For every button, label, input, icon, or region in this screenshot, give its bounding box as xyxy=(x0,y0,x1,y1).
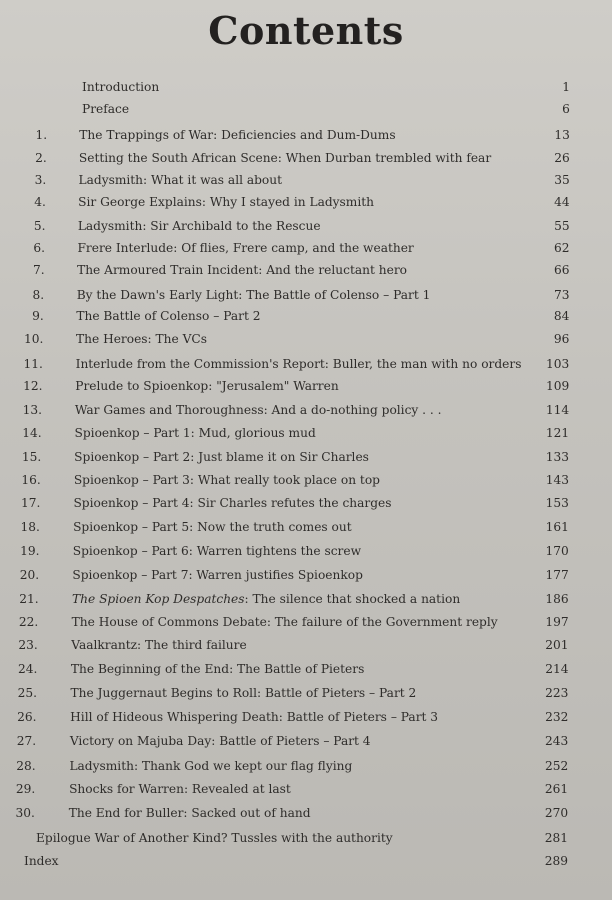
toc-entry-number: 7. xyxy=(32,263,45,277)
toc-entry-title: Index xyxy=(24,854,59,868)
toc-entry xyxy=(0,306,612,326)
toc-entry-page: 170 xyxy=(545,544,569,558)
toc-entry xyxy=(0,779,612,799)
toc-entry-title: Preface xyxy=(82,102,130,116)
toc-entry-title: The House of Commons Debate: The failure of the Government reply xyxy=(71,615,498,629)
toc-entry xyxy=(0,803,612,823)
toc-entry-page: 109 xyxy=(545,379,570,393)
toc-entry-page: 103 xyxy=(546,357,570,371)
toc-entry-page: 44 xyxy=(554,195,570,209)
toc-entry-title: Sir George Explains: Why I stayed in Ladysmith xyxy=(78,195,374,209)
toc-entry-page: 96 xyxy=(553,332,570,346)
toc-entry-number: 3. xyxy=(34,173,47,187)
toc-entry-page: 281 xyxy=(544,831,569,845)
toc-entry-title: By the Dawn's Early Light: The Battle of Colenso – Part 1 xyxy=(76,288,431,302)
toc-entry-page: 13 xyxy=(554,128,570,142)
toc-entry-page: 6 xyxy=(562,102,570,116)
toc-entry-number: 10. xyxy=(23,332,44,346)
toc-entry-number: 28. xyxy=(16,759,36,773)
toc-entry-page: 261 xyxy=(544,782,569,796)
toc-entry-page: 186 xyxy=(545,592,569,606)
toc-entry-title: Frere Interlude: Of flies, Frere camp, and the weather xyxy=(77,241,414,255)
toc-entry xyxy=(0,192,612,212)
toc-entry xyxy=(0,517,612,537)
toc-entry xyxy=(0,148,612,168)
toc-entry xyxy=(0,447,612,467)
toc-entry-page: 289 xyxy=(544,854,568,868)
toc-entry-title: The Juggernaut Begins to Roll: Battle of Pieters – Part 2 xyxy=(70,686,417,700)
toc-entry-title: The Battle of Colenso – Part 2 xyxy=(76,309,261,323)
toc-entry-page: 62 xyxy=(554,241,570,255)
toc-entry xyxy=(0,659,612,679)
toc-entry-page: 232 xyxy=(545,710,569,724)
toc-entry-number: 29. xyxy=(15,782,36,796)
toc-entry xyxy=(0,828,612,848)
toc-entry-page: 243 xyxy=(545,734,569,748)
toc-entry-title: Hill of Hideous Whispering Death: Battle of Pieters – Part 3 xyxy=(70,710,439,724)
toc-entry xyxy=(0,400,612,420)
page-title: Contents xyxy=(208,8,404,53)
toc-entry-number: 16. xyxy=(21,473,41,487)
toc-entry-title: Spioenkop – Part 7: Warren justifies Spioenkop xyxy=(72,568,363,582)
toc-entry xyxy=(0,851,612,871)
toc-entry-title: Setting the South African Scene: When Durban trembled with fear xyxy=(78,151,492,165)
toc-entry xyxy=(0,493,612,513)
toc-entry-number: 9. xyxy=(32,309,44,323)
toc-entry-page: 214 xyxy=(545,662,569,676)
toc-entry-number: 17. xyxy=(20,496,41,510)
toc-entry-number: 19. xyxy=(20,544,40,558)
toc-entry-number: 22. xyxy=(18,615,39,629)
toc-entry-title: Interlude from the Commission's Report: Buller, the man with no orders xyxy=(75,357,522,371)
toc-entry-title xyxy=(72,589,460,609)
toc-entry-number: 21. xyxy=(19,592,39,606)
toc-entry xyxy=(0,635,612,655)
toc-entry-number: 20. xyxy=(19,568,40,582)
toc-entry-page: 84 xyxy=(553,309,570,323)
toc-entry xyxy=(0,541,612,561)
toc-entry-page: 177 xyxy=(545,568,569,582)
toc-entry xyxy=(0,125,612,145)
toc-entry-title: Spioenkop – Part 5: Now the truth comes out xyxy=(73,520,352,534)
toc-entry-number: 11. xyxy=(23,357,43,371)
toc-entry-title: Ladysmith: Thank God we kept our flag flying xyxy=(69,759,353,773)
toc-entry-title: Prelude to Spioenkop: "Jerusalem" Warren xyxy=(75,379,339,393)
toc-entry-page: 143 xyxy=(545,473,569,487)
toc-entry-page: 26 xyxy=(554,151,570,165)
toc-entry xyxy=(0,423,612,443)
toc-entry-title: Shocks for Warren: Revealed at last xyxy=(69,782,291,796)
toc-entry xyxy=(0,707,612,727)
toc-entry xyxy=(0,565,612,585)
toc-entry xyxy=(0,285,612,305)
toc-entry-number: 1. xyxy=(35,128,48,142)
toc-entry-number: 5. xyxy=(33,219,46,233)
toc-entry-title: Ladysmith: Sir Archibald to the Rescue xyxy=(77,219,321,233)
toc-entry-number: 4. xyxy=(34,195,46,209)
toc-entry-page: 197 xyxy=(545,615,569,629)
toc-entry xyxy=(0,731,612,751)
toc-entry-title: The Heroes: The VCs xyxy=(76,332,207,346)
toc-entry xyxy=(0,238,612,258)
toc-entry xyxy=(0,354,612,374)
toc-entry-title: War Games and Thoroughness: And a do-nothing policy . . . xyxy=(74,403,442,417)
toc-entry-title: Ladysmith: What it was all about xyxy=(78,173,283,187)
toc-entry-page: 1 xyxy=(562,80,570,94)
toc-entry-page: 161 xyxy=(545,520,569,534)
toc-entry xyxy=(0,470,612,490)
toc-entry xyxy=(0,77,612,97)
toc-entry-page: 66 xyxy=(553,263,570,277)
toc-entry-number: 26. xyxy=(17,710,37,724)
toc-entry-title-italic: The Spioen Kop Despatches xyxy=(72,592,245,606)
toc-entry-title: Spioenkop – Part 3: What really took place on top xyxy=(73,473,380,487)
toc-entry xyxy=(0,260,612,280)
toc-entry-title: Introduction xyxy=(82,80,160,94)
toc-entry-page: 201 xyxy=(545,638,569,652)
toc-entry-number: 30. xyxy=(15,806,35,820)
toc-entry-page: 252 xyxy=(544,759,569,773)
toc-entry-number: 18. xyxy=(20,520,40,534)
toc-entry-page: 55 xyxy=(554,219,570,233)
toc-entry-number: 27. xyxy=(16,734,37,748)
toc-entry-page: 73 xyxy=(553,288,570,302)
toc-entry xyxy=(0,683,612,703)
toc-entry-page: 270 xyxy=(544,806,569,820)
toc-entry-page: 133 xyxy=(545,450,570,464)
toc-entry-page: 121 xyxy=(545,426,570,440)
toc-entry-title: The Trappings of War: Deficiencies and Dum-Dums xyxy=(79,128,396,142)
toc-entry-title: The End for Buller: Sacked out of hand xyxy=(68,806,311,820)
toc-entry xyxy=(0,99,612,119)
toc-entry xyxy=(0,376,612,396)
toc-entry xyxy=(0,329,612,349)
toc-entry-page: 153 xyxy=(545,496,569,510)
toc-entry-title: Epilogue War of Another Kind? Tussles with the authority xyxy=(36,831,393,845)
toc-entry xyxy=(0,216,612,236)
toc-entry-page: 223 xyxy=(545,686,569,700)
toc-entry xyxy=(0,756,612,776)
toc-entry-title: Spioenkop – Part 2: Just blame it on Sir Charles xyxy=(74,450,369,464)
toc-entry-title: The Beginning of the End: The Battle of Pieters xyxy=(70,662,365,676)
toc-entry-number: 6. xyxy=(33,241,46,255)
toc-entry xyxy=(0,170,612,190)
toc-entry-number: 25. xyxy=(17,686,37,700)
toc-entry-number: 12. xyxy=(23,379,43,393)
toc-entry-number: 2. xyxy=(35,151,47,165)
toc-entry-number: 15. xyxy=(21,450,42,464)
toc-entry-title: Spioenkop – Part 6: Warren tightens the screw xyxy=(72,544,362,558)
toc-entry-title-rest: : The silence that shocked a nation xyxy=(244,592,461,606)
toc-entry-number: 23. xyxy=(18,638,38,652)
toc-entry xyxy=(0,589,612,609)
toc-entry-page: 114 xyxy=(545,403,570,417)
toc-entry-title: Victory on Majuba Day: Battle of Pieters – Part 4 xyxy=(69,734,371,748)
toc-entry xyxy=(0,612,612,632)
toc-entry-number: 8. xyxy=(32,288,45,302)
toc-entry-title: Vaalkrantz: The third failure xyxy=(71,638,247,652)
toc-entry-title: Spioenkop – Part 1: Mud, glorious mud xyxy=(74,426,316,440)
toc-entry-number: 24. xyxy=(18,662,38,676)
toc-entry-number: 14. xyxy=(22,426,42,440)
toc-entry-number: 13. xyxy=(22,403,43,417)
toc-entry-title: The Armoured Train Incident: And the reluctant hero xyxy=(77,263,407,277)
toc-entry-title: Spioenkop – Part 4: Sir Charles refutes the charges xyxy=(73,496,392,510)
toc-entry-page: 35 xyxy=(554,173,570,187)
